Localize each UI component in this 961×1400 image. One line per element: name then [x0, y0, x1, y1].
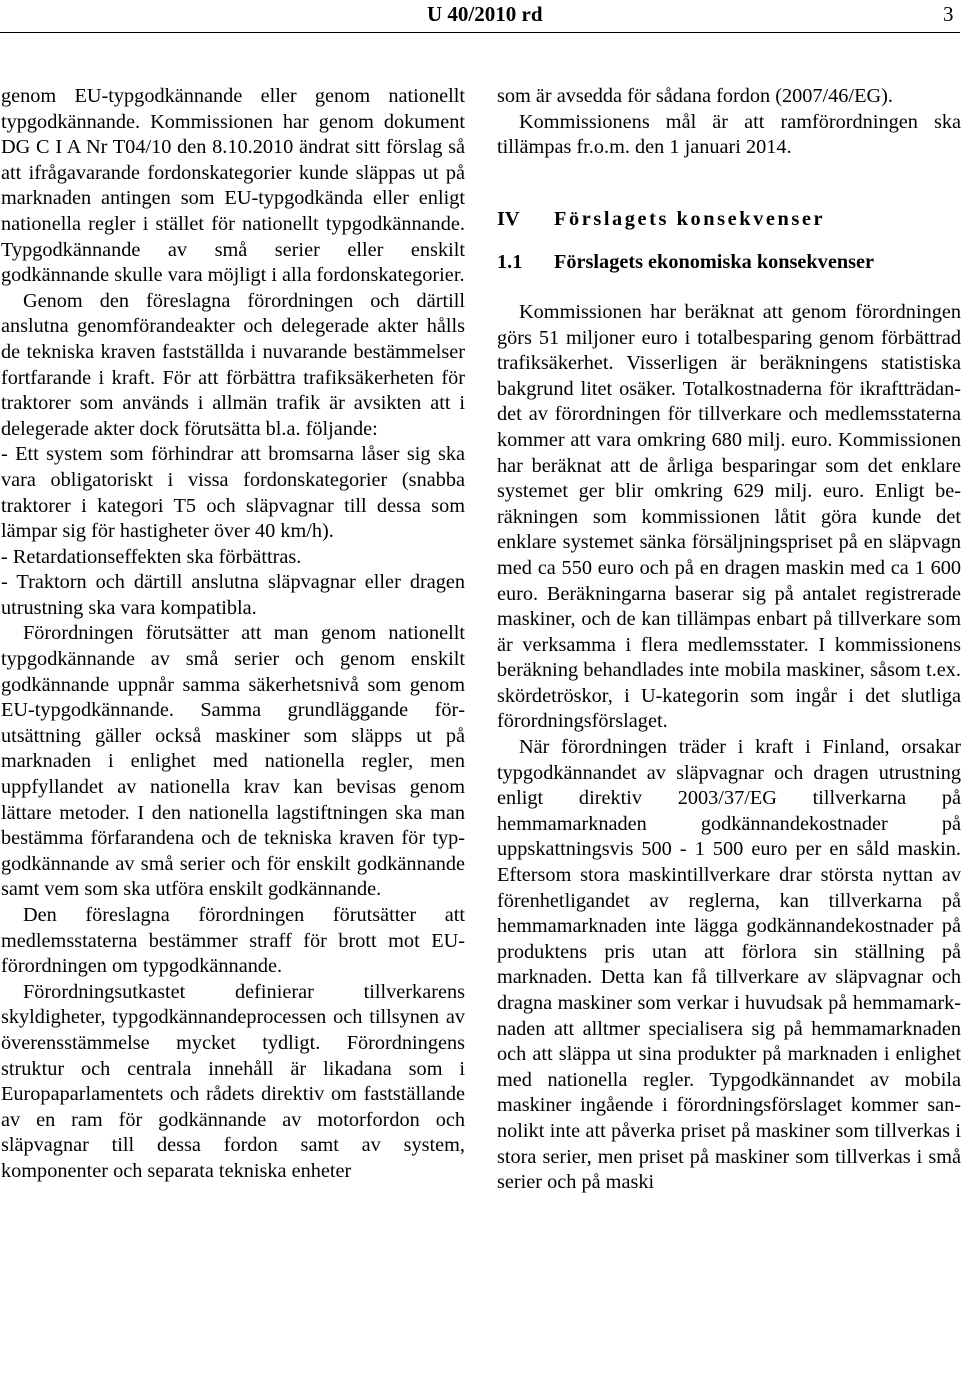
header-rule: [0, 32, 960, 33]
section-heading: [497, 207, 961, 233]
paragraph: Den föreslagna förordningen förutsätter att medlemsstaterna bestämmer straff för brott mot EU- förordningen om typgodkännande.: [1, 904, 465, 978]
right-column: [497, 84, 961, 1396]
bullet-paragraph: - Retardationseffekten ska förbättras.: [1, 545, 302, 568]
paragraph: Förordningsutkastet definierar tillverkarens skyldigheter, typgodkännandeprocessen och tillsynen av överensstämmelse mycket tydligt. Förordningens struktur och centrala innehåll är likadana som i Europaparlamentets och rådets direktiv om fastställande av en ram för godkännande av motorfordon och släpvagnar till dessa fordon samt av system, komponenter och separata tekniska enheter: [1, 980, 465, 1182]
subsection-title: Förslagets ekonomiska konsekvenser: [554, 251, 875, 274]
section-title: Förslagets konsekvenser: [554, 207, 826, 230]
subsection-heading: [497, 250, 961, 276]
paragraph: genom EU-typgodkännande eller genom nationellt typgodkännande. Kommissionen har genom dokument DG C I A Nr T04/10 den 8.10.2010 ändrat sitt förslag så att ifrågavarande fordonskategorier kunde släppas ut på marknaden antingen som EU-typgodkända eller enligt nationella regler i stället för nationellt typgodkännande. Typgodkännande av små serier eller enskilt godkännande skulle vara möjligt i alla fordonskategorier.: [1, 85, 465, 287]
paragraph: När förordningen träder i kraft i Finland, orsakar typgodkännandet av släpvagnar och dragen utrustning enligt direktiv 2003/37/EG tillverkarna på hemmamarknaden godkännandekostnader på uppskattningsvis 500 - 1 500 euro per en såld maskin. Eftersom stora maskintillverkare drar största nyttan av förenhetligandet av reglerna, kan tillverkarna på hemmamarknaden inte lägga godkännandekostnader på produktens pris utan att förlora sin ställning på marknaden. Detta kan få tillverkare av släpvagnar och dragna maskiner som verkar i huvudsak på hemmamarknaden att alltmer specialisera sig på hemmamarknaden och att släppa ut sina produkter på marknaden i enlighet med nationella regler. Typgodkännandet av mobila maskiner ingående i förordningsförslaget kommer sannolikt inte att påverka priset på maskiner som tillverkas i stora serier, men priset på maskiner som tillverkas i små serier och på maski: [497, 736, 961, 1194]
paragraph: Kommissionens mål är att ramförordningen ska tillämpas fr.o.m. den 1 januari 2014.: [497, 110, 961, 159]
bullet-paragraph: - Ett system som förhindrar att bromsarna låser sig ska vara obligatoriskt i vissa fordonskategorier (snabba traktorer i kategori T5 och släpvagnar till dessa som lämpar sig för hastigheter över 40 km/h).: [1, 443, 465, 543]
subsection-number: 1.1: [497, 251, 523, 274]
section-number: IV: [497, 207, 520, 230]
paragraph: som är avsedda för sådana fordon (2007/46/EG).: [497, 85, 893, 107]
paragraph: Kommissionen har beräknat att genom förordningen görs 51 miljoner euro i totalbesparing genom förbättrad trafiksäkerhet. Visserligen är beräkningens statistiska bakgrund litet osäker. Totalkostnaderna för ikraftträdandet av förordningen för tillverkare och medlemsstaterna kommer att vara omkring 680 milj. euro. Kommissionen har beräknat att de årliga besparingar som det enklare systemet ger blir omkring 629 milj. euro. Enligt beräkningen som kommissionen låtit göra kunde det enklare systemet sänka försäljningspriset på en släpvagn med ca 550 euro och på en dragen maskin med ca 1 600 euro. Beräkningarna baserar sig på antalet registrerade maskiner, och de kan tillämpas enbart på tillverkare som är verksamma i flera medlemsstater. I kommissionens beräkning behandlades inte mobila maskiner, såsom t.ex. skördetröskor, i U-kategorin som ingår i det slutliga förordningsförslaget.: [497, 300, 961, 733]
document-id: U 40/2010 rd: [427, 2, 543, 26]
left-column: [1, 84, 465, 1396]
page-header: [0, 0, 960, 30]
paragraph: Genom den föreslagna förordningen och därtill anslutna genomförandeakter och delegerade akter hålls de tekniska kraven fastställda i nuvarande bestämmelser fortfarande i kraft. För att förbättra trafiksäkerheten för traktorer som används i allmän trafik är avsikten att i delegerade akter dock förutsätta bl.a. följande:: [1, 289, 465, 440]
page-number: 3: [943, 2, 954, 26]
paragraph: Förordningen förutsätter att man genom nationellt typgodkännande av små serier och genom enskilt godkännande uppnår samma säkerhetsnivå som genom EU-typgodkännande. Samma grundläggande förutsättning gäller också maskiner som släpps ut på marknaden i enlighet med nationella regler, men uppfyllandet av nationella krav kan bevisas genom lättare metoder. I den nationella lagstiftningen ska man bestämma förfarandena och de tekniska kraven för typgodkännande av små serier och för enskilt godkännande samt vem som ska utföra enskilt godkännande.: [1, 622, 465, 901]
bullet-paragraph: - Traktorn och därtill anslutna släpvagnar eller dragen utrustning ska vara kompatibla.: [1, 571, 465, 619]
